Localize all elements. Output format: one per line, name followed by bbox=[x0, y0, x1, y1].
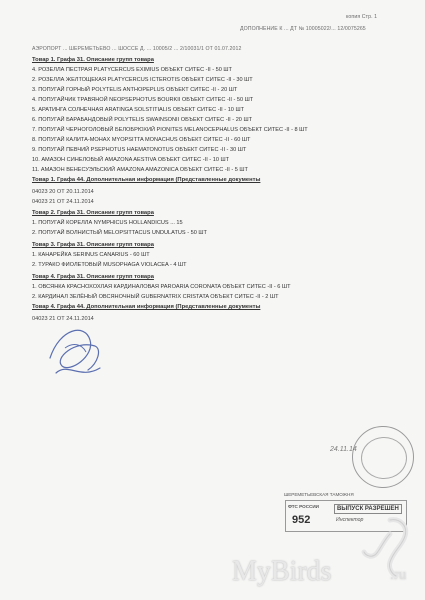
doc-date-1: 04023 20 ОТ 20.11.2014 bbox=[32, 189, 94, 195]
round-stamp bbox=[352, 426, 414, 488]
watermark-text: MyBirds bbox=[232, 556, 332, 587]
item-3-1: 1. КАНАРЕЙКА SERINUS CANARIUS - 60 ШТ bbox=[32, 252, 150, 258]
header-address: АЭРОПОРТ ... ШЕРЕМЕТЬЕВО ... ШОССЕ Д. ... 10005/2 ... 2/10031/1 ОТ 01.07.2012 bbox=[32, 46, 242, 52]
header-declaration-ref: ДОПОЛНЕНИЕ К ... ДТ № 10005022/... 12/0075265 bbox=[240, 26, 366, 32]
stamp-handwritten-date: 24.11.14 bbox=[330, 446, 357, 453]
stamp-release: ВЫПУСК РАЗРЕШЕН bbox=[334, 504, 402, 514]
item-1-7: 7. ПОПУГАЙ ЧЕРНОГОЛОВЫЙ БЕЛОБРЮХИЙ PIONITES MELANOCEPHALUS ОБЪЕКТ СИТЕС -II - 8 ШТ bbox=[32, 127, 308, 133]
item-1-5: 5. АРАТИНГА СОЛНЕЧНАЯ ARATINGA SOLSTITIALIS ОБЪЕКТ СИТЕС -II - 10 ШТ bbox=[32, 107, 245, 113]
customs-stamp-title: ШЕРЕМЕТЬЕВСКАЯ ТАМОЖНЯ bbox=[284, 492, 354, 497]
section-4-additional-info: Товар 4. Графа 44. Дополнительная информация (Представленные документы bbox=[32, 304, 261, 310]
item-1-1: 4. РОЗЕЛЛА ПЕСТРАЯ PLATYCERCUS EXIMIUS ОБЪЕКТ СИТЕС -II - 50 ШТ bbox=[32, 67, 232, 73]
item-4-2: 2. КАРДИНАЛ ЗЕЛЁНЫЙ ОВСЯНОЧНЫЙ GUBERNATRIX CRISTATA ОБЪЕКТ СИТЕС -II - 2 ШТ bbox=[32, 294, 279, 300]
section-1-additional-info: Товар 1. Графа 44. Дополнительная информация (Представленные документы bbox=[32, 177, 261, 183]
stamp-inspector: Инспектор bbox=[336, 517, 364, 523]
watermark-suffix: .ru bbox=[390, 567, 407, 583]
section-4-title: Товар 4. Графа 31. Описание групп товара bbox=[32, 274, 154, 280]
item-1-10: 10. АМАЗОН СИНЕЛОБЫЙ AMAZONA AESTIVA ОБЪЕКТ СИТЕС -II - 10 ШТ bbox=[32, 157, 230, 163]
header-copy-label: копия Стр. 1 bbox=[346, 14, 378, 20]
doc-date-3: 04023 21 ОТ 24.11.2014 bbox=[32, 316, 94, 322]
signature-scribble bbox=[40, 318, 110, 388]
doc-date-2: 04023 21 ОТ 24.11.2014 bbox=[32, 199, 94, 205]
section-3-title: Товар 3. Графа 31. Описание групп товара bbox=[32, 242, 154, 248]
item-1-3: 3. ПОПУГАЙ ГОРНЫЙ POLYTELIS ANTHOPEPLUS ОБЪЕКТ СИТЕС -II - 20 ШТ bbox=[32, 87, 238, 93]
item-1-4: 4. ПОПУГАЙЧИК ТРАВЯНОЙ NEOPSEPHOTUS BOURKII ОБЪЕКТ СИТЕС -II - 50 ШТ bbox=[32, 97, 254, 103]
item-1-11: 11. АМАЗОН ВЕНЕСУЭЛЬСКИЙ AMAZONA AMAZONICA ОБЪЕКТ СИТЕС -II - 5 ШТ bbox=[32, 167, 248, 173]
bird-logo-icon bbox=[350, 510, 420, 580]
section-2-title: Товар 2. Графа 31. Описание групп товара bbox=[32, 210, 154, 216]
item-1-6: 6. ПОПУГАЙ БАРАБАНДОВЫЙ POLYTELIS SWAINSONII ОБЪЕКТ СИТЕС -II - 20 ШТ bbox=[32, 117, 253, 123]
item-3-2: 2. ТУРАКО ФИОЛЕТОВЫЙ MUSOPHAGA VIOLACEA - 4 ШТ bbox=[32, 262, 187, 268]
item-1-2: 2. РОЗЕЛЛА ЖЕЛТОЩЕКАЯ PLATYCERCUS ICTEROTIS ОБЪЕКТ СИТЕС -II - 30 ШТ bbox=[32, 77, 253, 83]
item-1-8: 8. ПОПУГАЙ КАЛИТА-МОНАХ MYOPSITTA MONACHUS ОБЪЕКТ СИТЕС -II - 60 ШТ bbox=[32, 137, 251, 143]
item-2-2: 2. ПОПУГАЙ ВОЛНИСТЫЙ MELOPSITTACUS UNDULATUS - 50 ШТ bbox=[32, 230, 207, 236]
item-1-9: 9. ПОПУГАЙ ПЕВЧИЙ PSEPHOTUS HAEMATONOTUS ОБЪЕКТ СИТЕС -II - 30 ШТ bbox=[32, 147, 247, 153]
item-2-1: 1. ПОПУГАЙ КОРЕЛЛА NYMPHICUS HOLLANDICUS ... 15 bbox=[32, 220, 183, 226]
stamp-fts: ФТС РОССИИ bbox=[288, 504, 319, 509]
stamp-number: 952 bbox=[292, 514, 311, 526]
item-4-1: 1. ОВСЯНКА КРАСНОХОХЛАЯ КАРДИНАЛОВАЯ PAROARIA CORONATA ОБЪЕКТ СИТЕС -II - 6 ШТ bbox=[32, 284, 291, 290]
section-1-title: Товар 1. Графа 31. Описание групп товара bbox=[32, 57, 154, 63]
